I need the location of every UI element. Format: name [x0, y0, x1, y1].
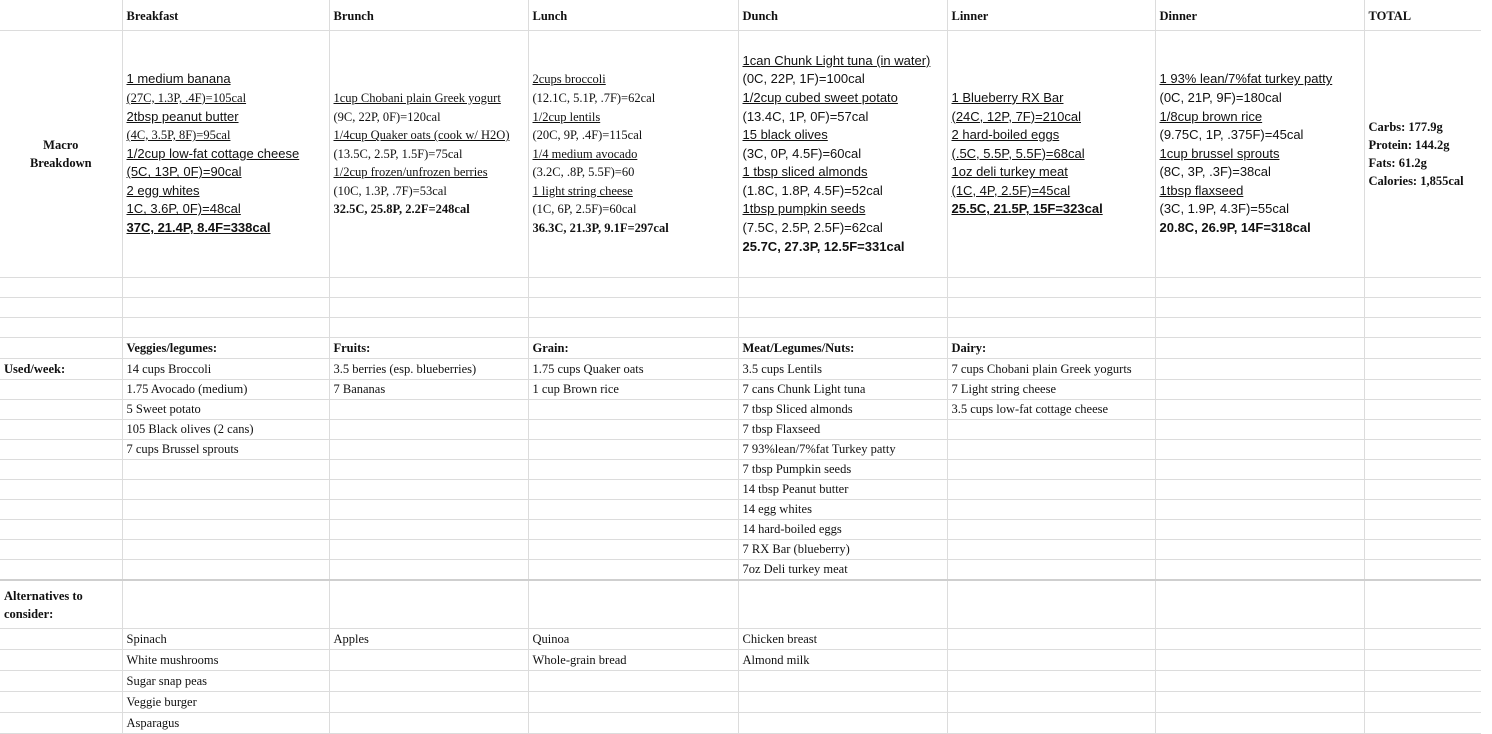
empty-cell[interactable] — [329, 400, 528, 420]
used-item-cell[interactable]: 1.75 cups Quaker oats — [528, 359, 738, 380]
used-item-cell[interactable]: 14 egg whites — [738, 500, 947, 520]
empty-cell[interactable] — [947, 560, 1155, 581]
total-fats: Fats: 61.2g — [1368, 156, 1427, 170]
meal-cell-breakfast[interactable] — [122, 31, 329, 278]
empty-cell[interactable] — [1155, 629, 1364, 650]
meal-line: (5C, 13P, 0F)=90cal — [126, 164, 242, 180]
empty-cell[interactable] — [122, 460, 329, 480]
empty-cell[interactable] — [947, 692, 1155, 713]
empty-cell[interactable] — [329, 520, 528, 540]
empty-cell[interactable] — [738, 692, 947, 713]
meal-line: (9.75C, 1P, .375F)=45cal — [1159, 127, 1304, 143]
empty-cell[interactable] — [528, 540, 738, 560]
empty-cell[interactable] — [947, 629, 1155, 650]
empty-cell[interactable] — [1364, 338, 1481, 359]
meal-line: 1 93% lean/7%fat turkey patty — [1159, 71, 1333, 87]
alternative-item-cell[interactable]: Sugar snap peas — [122, 671, 329, 692]
empty-cell[interactable] — [738, 580, 947, 629]
empty-cell[interactable] — [0, 460, 122, 480]
used-item-cell[interactable]: 1 cup Brown rice — [528, 380, 738, 400]
empty-cell[interactable] — [0, 713, 122, 734]
header-cell-breakfast[interactable]: Breakfast — [122, 0, 329, 31]
meal-cell-lunch[interactable] — [528, 31, 738, 278]
meal-line: 36.3C, 21.3P, 9.1F=297cal — [532, 221, 669, 236]
used-item-cell[interactable]: 7 93%lean/7%fat Turkey patty — [738, 440, 947, 460]
used-week-row — [0, 359, 1481, 380]
meal-line: 32.5C, 25.8P, 2.2F=248cal — [333, 202, 470, 217]
empty-cell[interactable] — [0, 560, 122, 581]
empty-cell[interactable] — [1364, 580, 1481, 629]
category-header-cell[interactable]: Veggies/legumes: — [122, 338, 329, 359]
empty-cell[interactable] — [122, 278, 329, 298]
meal-line: (9C, 22P, 0F)=120cal — [333, 109, 441, 124]
empty-cell[interactable] — [947, 480, 1155, 500]
meal-cell-linner[interactable] — [947, 31, 1155, 278]
header-cell-corner[interactable] — [0, 0, 122, 31]
empty-cell[interactable] — [947, 318, 1155, 338]
used-week-row — [0, 380, 1481, 400]
meal-cell-dinner[interactable] — [1155, 31, 1364, 278]
meal-line: (24C, 12P, 7F)=210cal — [951, 108, 1081, 124]
empty-cell[interactable] — [947, 671, 1155, 692]
empty-cell[interactable] — [122, 318, 329, 338]
header-row — [0, 0, 1481, 31]
empty-cell[interactable] — [329, 440, 528, 460]
empty-cell[interactable] — [329, 500, 528, 520]
total-protein: Protein: 144.2g — [1368, 138, 1450, 152]
meal-line: (1.8C, 1.8P, 4.5F)=52cal — [742, 182, 883, 198]
empty-cell[interactable] — [1364, 650, 1481, 671]
empty-cell[interactable] — [528, 671, 738, 692]
empty-cell[interactable] — [122, 298, 329, 318]
empty-cell[interactable] — [1155, 560, 1364, 581]
empty-cell[interactable] — [329, 278, 528, 298]
empty-cell[interactable] — [528, 713, 738, 734]
used-item-cell[interactable]: 3.5 berries (esp. blueberries) — [329, 359, 528, 380]
category-header-row — [0, 338, 1481, 359]
meal-line: (7.5C, 2.5P, 2.5F)=62cal — [742, 220, 883, 236]
empty-row — [0, 298, 1481, 318]
empty-cell[interactable] — [0, 480, 122, 500]
meal-line: 2 egg whites — [126, 182, 200, 198]
empty-cell[interactable] — [738, 318, 947, 338]
meal-line: (10C, 1.3P, .7F)=53cal — [333, 183, 447, 198]
meal-line: 1/2cup cubed sweet potato — [742, 89, 898, 105]
empty-cell[interactable] — [0, 500, 122, 520]
empty-cell[interactable] — [1364, 400, 1481, 420]
meal-line: 2tbsp peanut butter — [126, 108, 239, 124]
empty-cell[interactable] — [0, 440, 122, 460]
used-item-cell[interactable]: 105 Black olives (2 cans) — [122, 420, 329, 440]
empty-cell[interactable] — [1364, 318, 1481, 338]
empty-cell[interactable] — [0, 298, 122, 318]
used-item-cell[interactable]: 7 RX Bar (blueberry) — [738, 540, 947, 560]
empty-cell[interactable] — [0, 338, 122, 359]
meal-line: (27C, 1.3P, .4F)=105cal — [126, 90, 247, 105]
macro-breakdown-row — [0, 31, 1481, 278]
used-week-row — [0, 520, 1481, 540]
empty-cell[interactable] — [947, 520, 1155, 540]
alternative-item-cell[interactable]: White mushrooms — [122, 650, 329, 671]
alternatives-label[interactable] — [0, 580, 122, 629]
empty-cell[interactable] — [1364, 460, 1481, 480]
empty-cell[interactable] — [0, 400, 122, 420]
used-item-cell[interactable]: 7 tbsp Pumpkin seeds — [738, 460, 947, 480]
empty-cell[interactable] — [947, 460, 1155, 480]
meal-line: 1tbsp flaxseed — [1159, 182, 1244, 198]
empty-cell[interactable] — [1364, 298, 1481, 318]
empty-cell[interactable] — [1155, 298, 1364, 318]
empty-cell[interactable] — [1155, 540, 1364, 560]
alternative-item-cell[interactable]: Apples — [329, 629, 528, 650]
empty-cell[interactable] — [1364, 480, 1481, 500]
used-week-label[interactable]: Used/week: — [0, 359, 122, 380]
empty-cell[interactable] — [947, 440, 1155, 460]
alternative-item-cell[interactable]: Quinoa — [528, 629, 738, 650]
empty-cell[interactable] — [947, 500, 1155, 520]
empty-cell[interactable] — [1155, 359, 1364, 380]
empty-cell[interactable] — [1155, 671, 1364, 692]
macro-label-line: Breakdown — [29, 156, 92, 170]
meal-line: 2 hard-boiled eggs — [951, 127, 1060, 143]
total-carbs: Carbs: 177.9g — [1368, 120, 1443, 134]
meal-line: 1C, 3.6P, 0F)=48cal — [126, 201, 241, 217]
header-cell-dinner[interactable]: Dinner — [1155, 0, 1364, 31]
alternative-item-cell[interactable]: Almond milk — [738, 650, 947, 671]
meal-line: 1tbsp pumpkin seeds — [742, 201, 866, 217]
empty-cell[interactable] — [122, 540, 329, 560]
empty-cell[interactable] — [329, 713, 528, 734]
meal-line: 37C, 21.4P, 8.4F=338cal — [126, 220, 271, 236]
empty-cell[interactable] — [1155, 380, 1364, 400]
alternative-item-cell[interactable]: Chicken breast — [738, 629, 947, 650]
empty-cell[interactable] — [528, 520, 738, 540]
empty-cell[interactable] — [0, 318, 122, 338]
empty-cell[interactable] — [738, 278, 947, 298]
header-cell-linner[interactable]: Linner — [947, 0, 1155, 31]
empty-cell[interactable] — [947, 420, 1155, 440]
empty-cell[interactable] — [1155, 420, 1364, 440]
category-header-cell[interactable]: Grain: — [528, 338, 738, 359]
alternatives-label-line: consider: — [4, 606, 54, 621]
empty-cell[interactable] — [1155, 480, 1364, 500]
meal-line: 1/4cup Quaker oats (cook w/ H2O) — [333, 128, 510, 143]
header-cell-dunch[interactable]: Dunch — [738, 0, 947, 31]
meal-line: 1/2cup low-fat cottage cheese — [126, 145, 300, 161]
empty-cell[interactable] — [947, 298, 1155, 318]
alternatives-row — [0, 671, 1481, 692]
empty-cell[interactable] — [0, 671, 122, 692]
empty-cell[interactable] — [1155, 500, 1364, 520]
meal-line: (13.4C, 1P, 0F)=57cal — [742, 108, 869, 124]
meal-line: 1oz deli turkey meat — [951, 164, 1068, 180]
meal-line: (1C, 4P, 2.5F)=45cal — [951, 182, 1071, 198]
used-week-row — [0, 440, 1481, 460]
meal-line: (3.2C, .8P, 5.5F)=60 — [532, 165, 635, 180]
empty-cell[interactable] — [528, 420, 738, 440]
empty-cell[interactable] — [1155, 520, 1364, 540]
empty-cell[interactable] — [0, 650, 122, 671]
alternative-item-cell[interactable]: Whole-grain bread — [528, 650, 738, 671]
meal-line: (4C, 3.5P, 8F)=95cal — [126, 128, 231, 143]
empty-cell[interactable] — [0, 629, 122, 650]
header-cell-total[interactable]: TOTAL — [1364, 0, 1481, 31]
used-item-cell[interactable]: 5 Sweet potato — [122, 400, 329, 420]
meal-line: (1C, 6P, 2.5F)=60cal — [532, 202, 637, 217]
empty-cell[interactable] — [1364, 629, 1481, 650]
empty-cell[interactable] — [329, 480, 528, 500]
meal-line: (20C, 9P, .4F)=115cal — [532, 128, 643, 143]
empty-cell[interactable] — [122, 560, 329, 581]
empty-cell[interactable] — [329, 460, 528, 480]
empty-cell[interactable] — [329, 318, 528, 338]
empty-cell[interactable] — [329, 560, 528, 581]
meal-line: (0C, 21P, 9F)=180cal — [1159, 89, 1282, 105]
category-header-cell[interactable]: Dairy: — [947, 338, 1155, 359]
empty-cell[interactable] — [528, 500, 738, 520]
used-week-row — [0, 560, 1481, 581]
empty-cell[interactable] — [0, 380, 122, 400]
meal-line: 1/2cup frozen/unfrozen berries — [333, 165, 488, 180]
meal-line: 1/4 medium avocado — [532, 146, 638, 161]
used-item-cell[interactable]: 7 cups Brussel sprouts — [122, 440, 329, 460]
macro-breakdown-label-cell[interactable] — [0, 31, 122, 278]
used-week-row — [0, 540, 1481, 560]
empty-cell[interactable] — [329, 692, 528, 713]
meal-line: (13.5C, 2.5P, 1.5F)=75cal — [333, 146, 463, 161]
empty-cell[interactable] — [528, 560, 738, 581]
meal-line: 1can Chunk Light tuna (in water) — [742, 52, 931, 68]
empty-cell[interactable] — [1364, 500, 1481, 520]
meal-line: 1 light string cheese — [532, 183, 633, 198]
meal-line: (8C, 3P, .3F)=38cal — [1159, 164, 1271, 180]
meal-line: 25.5C, 21.5P, 15F=323cal — [951, 201, 1103, 217]
alternatives-row — [0, 629, 1481, 650]
used-item-cell[interactable]: 14 hard-boiled eggs — [738, 520, 947, 540]
empty-cell[interactable] — [738, 298, 947, 318]
empty-cell[interactable] — [947, 540, 1155, 560]
empty-cell[interactable] — [1155, 440, 1364, 460]
empty-cell[interactable] — [329, 650, 528, 671]
meal-line: 1 medium banana — [126, 71, 231, 87]
used-week-row — [0, 500, 1481, 520]
empty-cell[interactable] — [0, 540, 122, 560]
header-cell-lunch[interactable]: Lunch — [528, 0, 738, 31]
empty-cell[interactable] — [1155, 278, 1364, 298]
meal-line: 1/2cup lentils — [532, 109, 601, 124]
empty-cell[interactable] — [1155, 580, 1364, 629]
meal-line: 1cup brussel sprouts — [1159, 145, 1280, 161]
meal-cell-dunch[interactable] — [738, 31, 947, 278]
empty-cell[interactable] — [329, 671, 528, 692]
empty-cell[interactable] — [1364, 560, 1481, 581]
empty-cell[interactable] — [122, 480, 329, 500]
meal-line: 1/8cup brown rice — [1159, 108, 1263, 124]
used-item-cell[interactable]: 7 tbsp Sliced almonds — [738, 400, 947, 420]
empty-cell[interactable] — [122, 520, 329, 540]
empty-cell[interactable] — [1364, 671, 1481, 692]
alternative-item-cell[interactable]: Asparagus — [122, 713, 329, 734]
empty-cell[interactable] — [1364, 540, 1481, 560]
meal-line: (0C, 22P, 1F)=100cal — [742, 71, 865, 87]
meal-line: 20.8C, 26.9P, 14F=318cal — [1159, 220, 1311, 236]
empty-cell[interactable] — [738, 713, 947, 734]
alternatives-row — [0, 692, 1481, 713]
alternatives-row — [0, 713, 1481, 734]
alternatives-label-line: Alternatives to — [4, 588, 83, 603]
empty-cell[interactable] — [1364, 692, 1481, 713]
empty-cell[interactable] — [329, 420, 528, 440]
meal-line: (3C, 0P, 4.5F)=60cal — [742, 145, 862, 161]
used-week-row — [0, 420, 1481, 440]
empty-cell[interactable] — [329, 580, 528, 629]
empty-cell[interactable] — [122, 580, 329, 629]
used-item-cell[interactable]: 7oz Deli turkey meat — [738, 560, 947, 581]
meal-line: 1 tbsp sliced almonds — [742, 164, 868, 180]
used-item-cell[interactable]: 7 cans Chunk Light tuna — [738, 380, 947, 400]
meal-line: (12.1C, 5.1P, .7F)=62cal — [532, 90, 656, 105]
empty-cell[interactable] — [528, 480, 738, 500]
empty-cell[interactable] — [1364, 420, 1481, 440]
alternative-item-cell[interactable]: Spinach — [122, 629, 329, 650]
empty-cell[interactable] — [1155, 400, 1364, 420]
used-item-cell[interactable]: 7 tbsp Flaxseed — [738, 420, 947, 440]
meal-line: 2cups broccoli — [532, 72, 606, 87]
empty-cell[interactable] — [1364, 359, 1481, 380]
empty-cell[interactable] — [1364, 440, 1481, 460]
alternatives-row — [0, 650, 1481, 671]
empty-cell[interactable] — [1155, 692, 1364, 713]
used-item-cell[interactable]: 7 cups Chobani plain Greek yogurts — [947, 359, 1155, 380]
empty-cell[interactable] — [1155, 713, 1364, 734]
used-item-cell[interactable]: 14 tbsp Peanut butter — [738, 480, 947, 500]
meal-line: 25.7C, 27.3P, 12.5F=331cal — [742, 238, 905, 254]
meal-line: (3C, 1.9P, 4.3F)=55cal — [1159, 201, 1289, 217]
empty-cell[interactable] — [329, 540, 528, 560]
empty-cell[interactable] — [1155, 460, 1364, 480]
used-item-cell[interactable]: 3.5 cups Lentils — [738, 359, 947, 380]
empty-cell[interactable] — [1364, 520, 1481, 540]
used-item-cell[interactable]: 7 Bananas — [329, 380, 528, 400]
meal-line: (.5C, 5.5P, 5.5F)=68cal — [951, 145, 1085, 161]
empty-cell[interactable] — [528, 580, 738, 629]
empty-cell[interactable] — [528, 318, 738, 338]
alternatives-header-row — [0, 580, 1481, 629]
empty-cell[interactable] — [528, 400, 738, 420]
empty-cell[interactable] — [0, 520, 122, 540]
used-item-cell[interactable]: 7 Light string cheese — [947, 380, 1155, 400]
empty-cell[interactable] — [1155, 318, 1364, 338]
used-item-cell[interactable]: 1.75 Avocado (medium) — [122, 380, 329, 400]
empty-cell[interactable] — [738, 671, 947, 692]
empty-cell[interactable] — [1364, 713, 1481, 734]
empty-cell[interactable] — [1155, 650, 1364, 671]
used-item-cell[interactable]: 14 cups Broccoli — [122, 359, 329, 380]
empty-cell[interactable] — [122, 500, 329, 520]
meal-line: 15 black olives — [742, 127, 828, 143]
empty-cell[interactable] — [1364, 278, 1481, 298]
empty-cell[interactable] — [947, 713, 1155, 734]
empty-cell[interactable] — [947, 580, 1155, 629]
empty-cell[interactable] — [0, 692, 122, 713]
total-calories: Calories: 1,855cal — [1368, 174, 1464, 188]
meal-line: 1cup Chobani plain Greek yogurt — [333, 90, 501, 105]
empty-cell[interactable] — [528, 692, 738, 713]
used-week-row — [0, 460, 1481, 480]
empty-cell[interactable] — [528, 460, 738, 480]
empty-cell[interactable] — [528, 278, 738, 298]
meal-cell-brunch[interactable] — [329, 31, 528, 278]
empty-cell[interactable] — [947, 650, 1155, 671]
total-cell[interactable] — [1364, 31, 1481, 278]
alternative-item-cell[interactable]: Veggie burger — [122, 692, 329, 713]
empty-cell[interactable] — [0, 278, 122, 298]
category-header-cell[interactable]: Meat/Legumes/Nuts: — [738, 338, 947, 359]
used-week-row — [0, 400, 1481, 420]
macro-label-line: Macro — [43, 138, 79, 152]
empty-cell[interactable] — [528, 440, 738, 460]
header-cell-brunch[interactable]: Brunch — [329, 0, 528, 31]
empty-cell[interactable] — [1155, 338, 1364, 359]
empty-row — [0, 318, 1481, 338]
empty-cell[interactable] — [0, 420, 122, 440]
category-header-cell[interactable]: Fruits: — [329, 338, 528, 359]
used-week-row — [0, 480, 1481, 500]
empty-cell[interactable] — [1364, 380, 1481, 400]
empty-row — [0, 278, 1481, 298]
empty-cell[interactable] — [329, 298, 528, 318]
empty-cell[interactable] — [528, 298, 738, 318]
used-item-cell[interactable]: 3.5 cups low-fat cottage cheese — [947, 400, 1155, 420]
empty-cell[interactable] — [947, 278, 1155, 298]
meal-line: 1 Blueberry RX Bar — [951, 89, 1064, 105]
